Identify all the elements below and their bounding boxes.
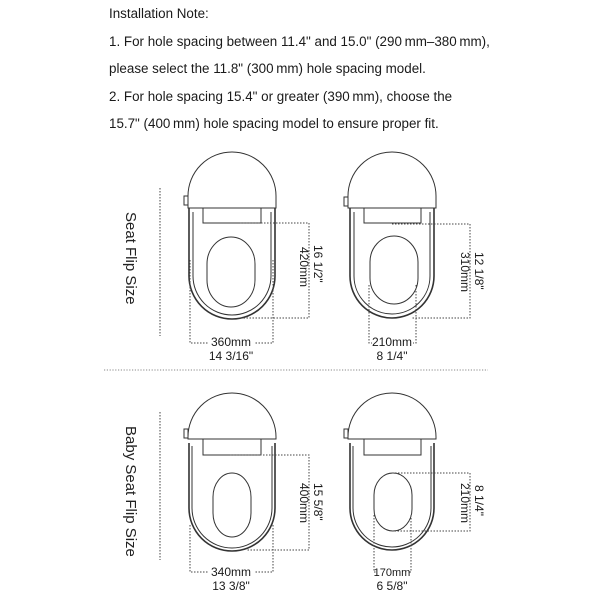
hinge-plate bbox=[364, 208, 421, 223]
lid-dome bbox=[188, 393, 276, 439]
width-dimension-right bbox=[254, 260, 273, 343]
width-in: 8 1/4" bbox=[376, 349, 408, 363]
seat-opening bbox=[370, 236, 418, 304]
section-seat-flip bbox=[122, 152, 486, 363]
seat-outer-rim bbox=[189, 208, 275, 319]
hinge-plate bbox=[364, 439, 421, 455]
width-in: 13 3/8" bbox=[212, 579, 250, 593]
length-mm: 400mm bbox=[297, 483, 311, 524]
seat-opening bbox=[207, 237, 255, 307]
section-baby-seat-flip bbox=[122, 393, 486, 593]
width-mm: 340mm bbox=[210, 565, 252, 579]
note-line-4: 15.7" (400 mm) hole spacing model to ensure proper fit. bbox=[109, 116, 439, 131]
toilet-baby-seat-inner-drawing bbox=[344, 393, 486, 593]
note-line-2: please select the 11.8" (300 mm) hole spacing model. bbox=[109, 61, 426, 76]
width-dimension-left bbox=[190, 525, 208, 572]
toilet-seat-inner-drawing bbox=[344, 152, 486, 363]
hinge-knob-icon bbox=[184, 196, 188, 205]
hinge-knob-icon bbox=[344, 197, 348, 206]
lid-dome bbox=[348, 152, 436, 208]
lid-dome bbox=[188, 152, 276, 208]
width-mm: 210mm bbox=[371, 335, 413, 349]
hinge-plate bbox=[203, 208, 261, 223]
hinge-knob-icon bbox=[344, 429, 348, 438]
length-in: 16 1/2" bbox=[311, 245, 325, 283]
note-line-1: 1. For hole spacing between 11.4" and 15.0" (290 mm–380 mm), bbox=[109, 33, 490, 49]
length-mm: 210mm bbox=[458, 483, 472, 524]
toilet-baby-seat-outer-drawing bbox=[184, 393, 325, 593]
width-in: 14 3/16" bbox=[208, 349, 254, 363]
width-in: 6 5/8" bbox=[376, 579, 408, 593]
seat-opening bbox=[213, 473, 251, 537]
seat-opening bbox=[374, 473, 412, 531]
length-mm: 310mm bbox=[458, 252, 472, 293]
width-mm: 360mm bbox=[210, 335, 252, 349]
hinge-plate bbox=[203, 439, 261, 455]
section-label-seat-flip: Seat Flip Size bbox=[122, 212, 139, 305]
toilet-seat-outer-drawing bbox=[184, 152, 325, 363]
hinge-knob-icon bbox=[184, 429, 188, 438]
note-title: Installation Note: bbox=[109, 6, 209, 21]
width-mm: 170mm bbox=[373, 567, 411, 579]
section-label-baby-seat-flip: Baby Seat Flip Size bbox=[122, 426, 139, 557]
length-in: 15 5/8" bbox=[311, 483, 325, 521]
length-in: 8 1/4" bbox=[472, 485, 486, 516]
lid-dome bbox=[348, 393, 436, 439]
note-line-3: 2. For hole spacing 15.4" or greater (390 mm), choose the bbox=[109, 88, 453, 104]
length-mm: 420mm bbox=[297, 247, 311, 288]
length-in: 12 1/8" bbox=[472, 252, 486, 290]
